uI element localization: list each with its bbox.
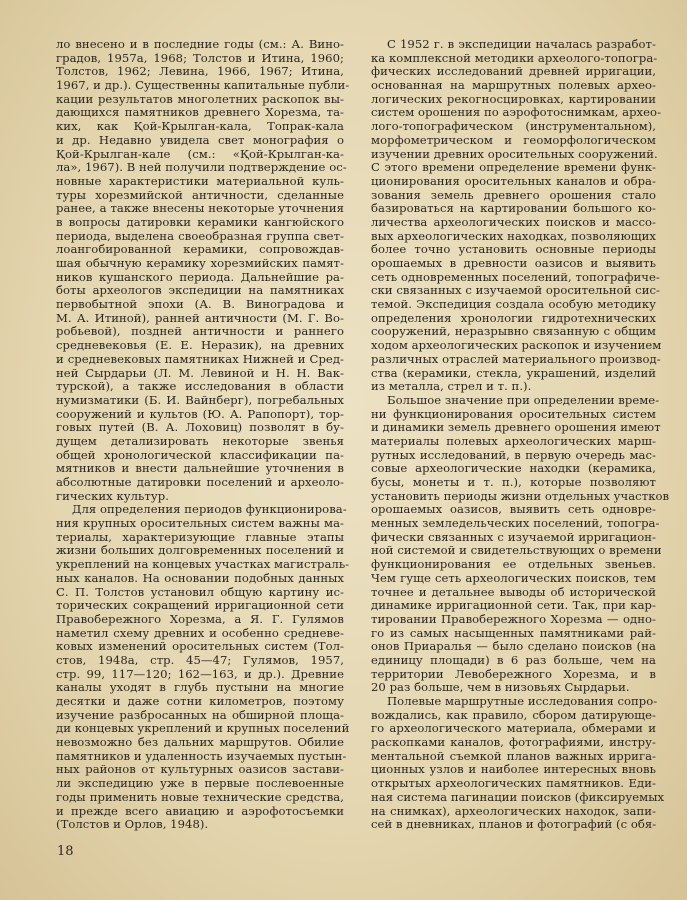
text-line: ранее, а также внесены некоторые уточнения bbox=[56, 201, 344, 216]
text-line: и динамики земель древнего орошения имеют bbox=[371, 420, 661, 435]
text-line: М. А. Итиной), ранней античности (М. Г. Во- bbox=[56, 310, 344, 325]
text-line: каналы уходят в глубь пустыни на многие bbox=[56, 680, 344, 695]
text-line: ка комплексной методики археолого-топогра- bbox=[371, 50, 658, 65]
text-line: морфометрическом и геоморфологическом bbox=[371, 132, 656, 147]
text-line: ционных узлов и наиболее интересных вновь bbox=[371, 762, 656, 777]
text-line: наметил схему древних и особенно средневе- bbox=[56, 625, 344, 640]
text-line: ния крупных оросительных систем важны ма- bbox=[56, 516, 344, 531]
text-line: общей хронологической классификации па- bbox=[56, 447, 344, 462]
text-line: базироваться на картировании большого ко- bbox=[371, 201, 656, 216]
text-line: ла», 1967). В ней получили подтверждение ос- bbox=[56, 160, 347, 175]
text-line: периода, выделена своеобразная группа свет- bbox=[56, 228, 344, 243]
text-line: вождались, как правило, сбором датирующе- bbox=[371, 707, 656, 722]
text-line: абсолютные датировки поселений и археоло- bbox=[56, 475, 344, 489]
text-line: онов Приаралья — было сделано поисков (на bbox=[371, 639, 656, 654]
text-line: менных земледельческих поселений, топогра- bbox=[371, 516, 660, 531]
text-line: ных каналов. На основании подобных данных bbox=[56, 570, 344, 585]
text-line: различных отраслей материального производ- bbox=[371, 351, 661, 366]
text-line: функционирования ее отдельных звеньев. bbox=[371, 557, 656, 572]
text-line: ди концевых укреплений и крупных поселений bbox=[56, 721, 350, 736]
text-line: первобытной эпохи (А. В. Виноградова и bbox=[56, 297, 344, 312]
text-line: боты археологов экспедиции на памятниках bbox=[56, 283, 344, 298]
text-line: единицу площади) в 6 раз больше, чем на bbox=[371, 652, 656, 667]
text-line: (Толстов и Орлов, 1948). bbox=[56, 817, 209, 832]
text-line: изучении древних оросительных сооружений. bbox=[371, 146, 658, 161]
text-line: раскопками каналов, фотографиями, инстру- bbox=[371, 735, 656, 750]
text-line: ходом археологических раскопок и изучением bbox=[371, 338, 662, 353]
text-line: и средневековых памятниках Нижней и Сред- bbox=[56, 351, 344, 366]
text-line: ней Сырдарьи (Л. М. Левиной и Н. Н. Вак- bbox=[56, 365, 344, 380]
text-line: из металла, стрел и т. п.). bbox=[371, 379, 532, 394]
text-line: ников кушанского периода. Дальнейшие ра- bbox=[56, 269, 344, 284]
text-line: турской), а также исследования в области bbox=[56, 379, 344, 394]
text-line: ментальной съемкой планов важных ирригa- bbox=[371, 748, 656, 763]
text-line: основанная на маршрутных полевых архео- bbox=[371, 78, 656, 93]
left-text-column bbox=[56, 37, 350, 832]
right-text-column bbox=[371, 37, 670, 832]
text-line: вых археологических находках, позволяющих bbox=[371, 228, 656, 243]
text-line: туры хорезмийской античности, сделанные bbox=[56, 187, 344, 202]
text-line: памятников и удаленность изучаемых пустын- bbox=[56, 748, 347, 763]
text-line: С этого времени определение времени функ- bbox=[371, 160, 656, 175]
text-line: го археологического материала, обмерами и bbox=[371, 721, 656, 736]
text-line: дущем детализировать некоторые звенья bbox=[56, 433, 344, 448]
text-line: териалы, характеризующие главные этапы bbox=[56, 529, 344, 544]
text-line: орошаемых в древности оазисов и выявить bbox=[371, 256, 656, 270]
text-line: нумизматики (Б. И. Вайнберг), погребальных bbox=[56, 392, 344, 407]
text-line: средневековья (Е. Е. Неразик), на древних bbox=[56, 338, 344, 353]
text-line: Толстов, 1962; Левина, 1966, 1967; Итина, bbox=[56, 64, 344, 79]
text-line: дающихся памятников древнего Хорезма, та- bbox=[56, 105, 344, 120]
text-line: Қой-Крылган-кале (см.: «Қой-Крылган-ка- bbox=[56, 146, 344, 161]
text-line: территории Левобережного Хорезма, и в bbox=[371, 666, 656, 681]
text-line: материалы полевых археологических марш- bbox=[371, 433, 656, 448]
text-line: ни функционирования оросительных систем bbox=[371, 406, 656, 421]
text-line: бусы, монеты и т. п.), которые позволяют bbox=[371, 475, 656, 489]
text-line: стов, 1948а, стр. 45—47; Гулямов, 1957, bbox=[56, 652, 344, 667]
text-line: градов, 1957а, 1968; Толстов и Итина, 1960; bbox=[56, 50, 344, 65]
text-line: ски связанных с изучаемой оросительной сис- bbox=[371, 283, 660, 298]
text-line: в вопросы датировки керамики кангюйского bbox=[56, 214, 344, 229]
text-line: ная система пагинации поисков (фиксируемых bbox=[371, 789, 665, 804]
text-line: 20 раз больше, чем в низовьях Сырдарьи. bbox=[371, 680, 630, 695]
text-line: С. П. Толстов установил общую картину ис- bbox=[56, 584, 344, 599]
text-line: логических рекогносцировках, картировании bbox=[371, 91, 656, 106]
text-line: ной системой и свидетельствующих о времени bbox=[371, 543, 662, 558]
text-line: лого-топографическом (инструментальном), bbox=[371, 119, 656, 134]
text-line: личества археологических поисков и массо- bbox=[371, 214, 656, 229]
text-line: зования земель древнего орошения стало bbox=[371, 187, 656, 202]
text-line: лоангобированной керамики, сопровождав- bbox=[56, 242, 344, 257]
text-line: ства (керамики, стекла, украшений, изделий bbox=[371, 365, 656, 380]
text-line: и др. Недавно увидела свет монография о bbox=[56, 132, 344, 147]
text-line: систем орошения по аэрофотоснимкам, архео- bbox=[371, 105, 662, 120]
text-line: стр. 99, 117—120; 162—163, и др.). Древние bbox=[56, 666, 344, 681]
text-line: ло внесено и в последние годы (см.: А. Вино- bbox=[56, 37, 344, 51]
page-number: 18 bbox=[57, 844, 74, 859]
text-line: точнее и детальнее выводы об исторической bbox=[371, 584, 656, 599]
text-line: более точно установить основные периоды bbox=[371, 242, 656, 257]
text-line: кации результатов многолетних раскопок вы- bbox=[56, 91, 344, 106]
text-line: укреплений на концевых участках магистраль- bbox=[56, 557, 350, 572]
text-line: Чем гуще сеть археологических поисков, тем bbox=[371, 570, 656, 585]
text-line: годы применить новые технические средства, bbox=[56, 789, 344, 804]
text-line: С 1952 г. в экспедиции началась разработ- bbox=[387, 37, 656, 51]
text-line: определения хронологии гидротехнических bbox=[371, 310, 656, 325]
text-line: ковых изменений оросительных систем (Тол- bbox=[56, 639, 344, 654]
text-line: и прежде всего авиацию и аэрофотосъемки bbox=[56, 803, 344, 818]
text-line: ных районов от культурных оазисов застави- bbox=[56, 762, 344, 777]
text-line: сооружений и культов (Ю. А. Рапопорт), тор- bbox=[56, 406, 344, 421]
text-line: ли экспедицию уже в первые послевоенные bbox=[56, 776, 344, 791]
text-line: Правобережного Хорезма, а Я. Г. Гулямов bbox=[56, 611, 344, 626]
text-line: новные характеристики материальной куль- bbox=[56, 173, 344, 188]
text-line: го из самых насыщенных памятниками рай- bbox=[371, 625, 656, 640]
text-line: мятников и внести дальнейшие уточнения в bbox=[56, 461, 344, 476]
text-line: говых путей (В. А. Лоховиц) позволят в бу- bbox=[56, 420, 344, 435]
text-line: установить периоды жизни отдельных участков bbox=[371, 488, 670, 503]
text-line: фически связанных с изучаемой ирригацион- bbox=[371, 529, 656, 544]
text-line: Для определения периодов функционирова- bbox=[72, 502, 347, 517]
text-line: динамике ирригационной сети. Так, при кар- bbox=[371, 598, 656, 613]
text-line: фических исследований древней ирригации, bbox=[371, 64, 656, 79]
text-line: орошаемых оазисов, выявить сеть одновре- bbox=[371, 502, 656, 517]
text-line: 1967, и др.). Существенны капитальные публи- bbox=[56, 78, 350, 93]
text-line: темой. Экспедиция создала особую методику bbox=[371, 297, 656, 312]
text-line: изучение разбросанных на обширной площа- bbox=[56, 707, 344, 722]
text-line: шая обычную керамику хорезмийских памят- bbox=[56, 256, 344, 270]
text-line: десятки и даже сотни километров, поэтому bbox=[56, 694, 344, 708]
text-line: тировании Правобережного Хорезма — одно- bbox=[371, 611, 656, 626]
text-line: гических культур. bbox=[56, 488, 169, 503]
text-line: открытых археологических памятников. Еди- bbox=[371, 776, 656, 791]
text-line: на снимках), археологических находок, запи- bbox=[371, 803, 656, 818]
text-line: робьевой), поздней античности и раннего bbox=[56, 324, 344, 339]
text-line: ких, как Қой-Крылган-кала, Топрак-кала bbox=[56, 119, 344, 134]
text-line: рутных исследований, в первую очередь мас- bbox=[371, 447, 656, 462]
text-line: жизни больших долговременных поселений и bbox=[56, 543, 344, 558]
text-line: сооружений, неразрывно связанную с общим bbox=[371, 324, 656, 339]
text-line: невозможно без дальних маршрутов. Обилие bbox=[56, 735, 344, 750]
text-line: сей в дневниках, планов и фотографий (с обя- bbox=[371, 817, 657, 832]
text-line: Полевые маршрутные исследования сопро- bbox=[387, 694, 658, 708]
text-line: торических сокращений ирригационной сети bbox=[56, 598, 344, 613]
text-line: совые археологические находки (керамика, bbox=[371, 461, 656, 476]
text-line: Большое значение при определении време- bbox=[387, 392, 660, 407]
text-line: ционирования оросительных каналов и обра- bbox=[371, 173, 656, 188]
text-line: сеть одновременных поселений, топографиче- bbox=[371, 269, 660, 284]
